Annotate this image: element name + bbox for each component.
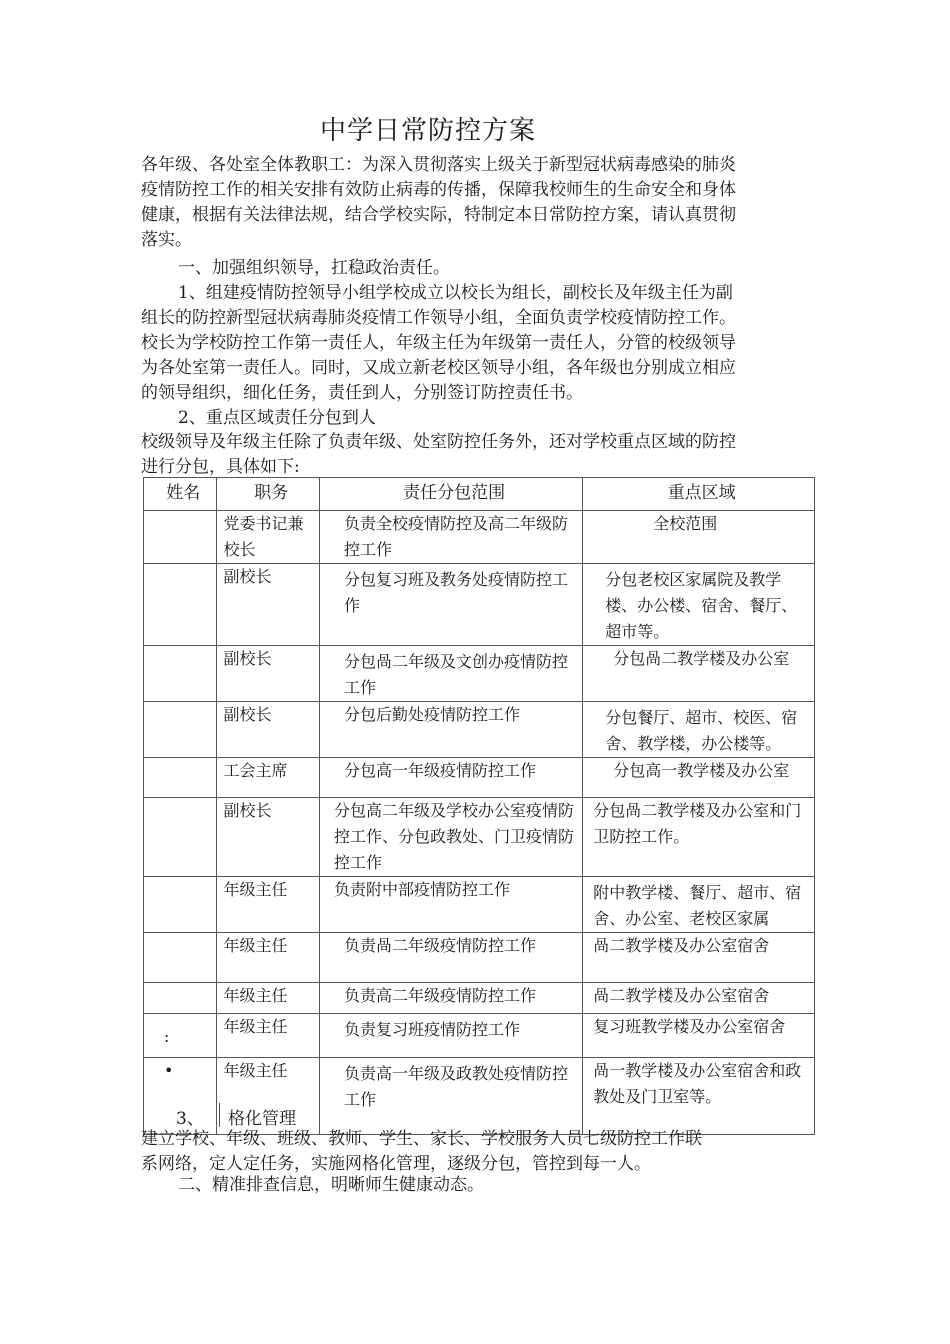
item3-label: 格化管理 — [228, 1109, 296, 1129]
item1-line: 组长的防控新型冠状病毒肺炎疫情工作领导小组，全面负责学校疫情防控工作。 — [141, 308, 736, 328]
cell-scope: 分包复习班及教务处疫情防控工作 — [343, 570, 568, 615]
table-row — [144, 1014, 815, 1058]
cell-name: : — [164, 1027, 170, 1046]
header-scope: 责任分包范围 — [403, 483, 506, 503]
table-row — [144, 758, 815, 798]
header-name: 姓名 — [166, 483, 201, 503]
table-row — [144, 933, 815, 983]
cell-scope: 分包高二年级及学校办公室疫情防控工作、分包政教处、门卫疫情防控工作 — [333, 801, 574, 872]
item1-line: 的领导组织，细化任务，责任到人，分别签订防控责任书。 — [141, 383, 583, 403]
item1-line: 为各处室第一责任人。同时，又成立新老校区领导小组，各年级也分别成立相应 — [141, 358, 736, 378]
responsibility-table — [143, 477, 815, 1135]
cell-scope: 负责附中部疫情防控工作 — [333, 880, 510, 899]
cell-role: 年级主任 — [223, 880, 288, 899]
section2-heading: 二、精准排查信息，明晰师生健康动态。 — [178, 1175, 484, 1195]
item3-line: 建立学校、年级、班级、教师、学生、家长、学校服务人员七级防控工作联 — [141, 1129, 702, 1149]
cell-role: 年级主任 — [223, 1017, 288, 1036]
cell-role: 党委书记兼校长 — [223, 514, 304, 559]
cell-role: 副校长 — [223, 567, 272, 586]
cell-scope: 负责咼二年级疫情防控工作 — [343, 936, 536, 955]
table-row — [144, 646, 815, 702]
cell-area: 分包咼二教学楼及办公室 — [613, 649, 790, 668]
cell-area: 咼一教学楼及办公室宿舍和政教处及门卫室等。 — [593, 1061, 802, 1106]
cell-scope: 负责复习班疫情防控工作 — [343, 1020, 520, 1039]
item2-line: 进行分包，具体如下: — [141, 457, 300, 477]
cell-area: 复习班教学楼及办公室宿舍 — [593, 1017, 786, 1036]
cell-role: 年级主任 — [223, 936, 288, 955]
cell-area: 分包咼二教学楼及办公室和门卫防控工作。 — [593, 801, 802, 846]
table-row — [144, 983, 815, 1014]
intro-paragraph — [141, 153, 821, 253]
cell-area: 分包老校区家属院及教学楼、办公楼、宿舍、餐厅、超市等。 — [605, 570, 798, 641]
table-row — [144, 564, 815, 646]
cell-role: 副校长 — [223, 649, 272, 668]
cell-scope: 分包后勤处疫情防控工作 — [343, 705, 520, 724]
item3-number: 3、 — [176, 1109, 204, 1129]
cell-scope: 负责高一年级及政教处疫情防控工作 — [343, 1064, 568, 1109]
intro-line: 疫情防控工作的相关安排有效防止病毒的传播，保障我校师生的生命安全和身体 — [141, 180, 736, 200]
cell-role: 副校长 — [223, 801, 272, 820]
intro-line: 健康，根据有关法律法规，结合学校实际，特制定本日常防控方案，请认真贯彻 — [141, 205, 736, 225]
cell-area: 咼二教学楼及办公室宿舍 — [593, 936, 770, 955]
cell-area: 附中教学楼、餐厅、超市、宿舍、办公室、老校区家属 — [593, 883, 802, 928]
item1-paragraph — [141, 281, 821, 406]
header-role: 职务 — [254, 483, 289, 503]
cell-scope: 负责高二年级疫情防控工作 — [343, 986, 536, 1005]
item3-line: 系网络，定人定任务，实施网格化管理，逐级分包，管控到每一人。 — [141, 1154, 651, 1174]
table-row — [144, 798, 815, 877]
cell-role: 副校长 — [223, 705, 272, 724]
header-area: 重点区域 — [667, 483, 736, 503]
intro-line: 落实。 — [141, 230, 192, 250]
table-row — [144, 702, 815, 758]
table-header-row — [144, 478, 815, 511]
cell-area: 分包高一教学楼及办公室 — [613, 761, 790, 780]
item3-paragraph — [141, 1127, 821, 1177]
table-row — [144, 877, 815, 933]
cell-area: 全校范围 — [653, 514, 718, 533]
item1-line: 校长为学校防控工作第一责任人，年级主任为年级第一责任人，分管的校级领导 — [141, 333, 736, 353]
cell-role: 年级主任 — [223, 986, 288, 1005]
cell-role: 年级主任 — [223, 1061, 288, 1080]
section1-heading: 一、加强组织领导，扛稳政治责任。 — [178, 258, 450, 278]
item2-line: 校级领导及年级主任除了负责年级、处室防控任务外，还对学校重点区域的防控 — [141, 432, 736, 452]
cell-role: 工会主席 — [223, 761, 288, 780]
cell-scope: 分包高一年级疫情防控工作 — [343, 761, 536, 780]
item1-line: 1、组建疫情防控领导小组学校成立以校长为组长，副校长及年级主任为副 — [178, 283, 733, 303]
cell-name: • — [164, 1061, 174, 1080]
intro-line: 各年级、各处室全体教职工：为深入贯彻落实上级关于新型冠状病毒感染的肺炎 — [141, 155, 736, 175]
cell-area: 咼二教学楼及办公室宿舍 — [593, 986, 770, 1005]
item2-heading: 2、重点区域责任分包到人 — [178, 408, 376, 428]
item3-divider — [219, 1103, 220, 1127]
cell-scope: 负责全校疫情防控及高二年级防控工作 — [343, 514, 568, 559]
item2-text — [141, 430, 821, 480]
cell-area: 分包餐厅、超市、校医、宿舍、教学楼，办公楼等。 — [605, 708, 798, 753]
table-row — [144, 511, 815, 564]
cell-scope: 分包咼二年级及文创办疫情防控工作 — [343, 652, 568, 697]
